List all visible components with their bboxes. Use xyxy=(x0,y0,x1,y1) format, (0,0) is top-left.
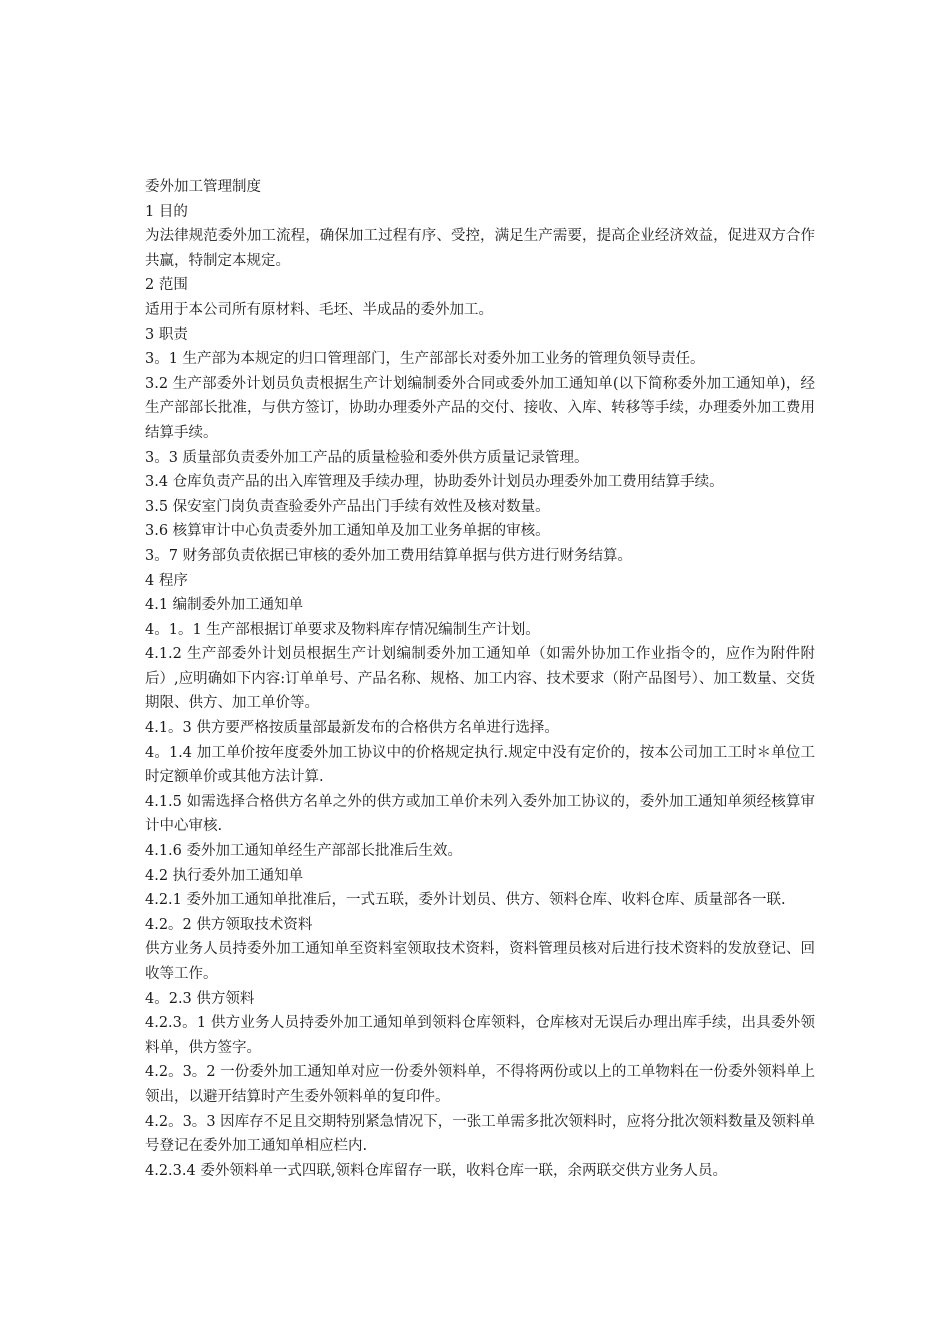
paragraph: 3。1 生产部为本规定的归口管理部门，生产部部长对委外加工业务的管理负领导责任。 xyxy=(145,351,705,368)
paragraph: 4.2.3。1 供方业务人员持委外加工通知单到领料仓库领料，仓库核对无误后办理出库手续，出具委外领料单，供方签字。 xyxy=(145,1015,815,1056)
paragraph: 3。3 质量部负责委外加工产品的质量检验和委外供方质量记录管理。 xyxy=(145,449,589,466)
section-heading-responsibilities: 3 职责 xyxy=(145,326,188,343)
paragraph: 4.2。3。2 一份委外加工通知单对应一份委外领料单，不得将两份或以上的工单物料在一份委外领料单上领出，以避开结算时产生委外领料单的复印件。 xyxy=(145,1064,815,1105)
section-heading-procedure: 4 程序 xyxy=(145,572,188,589)
paragraph: 4。1.4 加工单价按年度委外加工协议中的价格规定执行.规定中没有定价的，按本公司加工工时＊单位工时定额单价或其他方法计算. xyxy=(145,744,815,786)
paragraph: 4.2.1 委外加工通知单批准后，一式五联，委外计划员、供方、领料仓库、收料仓库、质量部各一联. xyxy=(145,892,786,909)
document-body xyxy=(145,175,815,1183)
paragraph: 3.2 生产部委外计划员负责根据生产计划编制委外合同或委外加工通知单(以下简称委外加工通知单)，经生产部部长批准，与供方签订，协助办理委外产品的交付、接收、入库、转移等手续，办理委外加工费用结算手续。 xyxy=(145,375,815,441)
paragraph: 4.2。3。3 因库存不足且交期特别紧急情况下，一张工单需多批次领料时，应将分批次领料数量及领料单号登记在委外加工通知单相应栏内. xyxy=(145,1113,815,1155)
paragraph: 为法律规范委外加工流程，确保加工过程有序、受控，满足生产需要，提高企业经济效益，促进双方合作共赢，特制定本规定。 xyxy=(145,228,815,269)
paragraph: 4.1.2 生产部委外计划员根据生产计划编制委外加工通知单（如需外协加工作业指令的，应作为附件附后）,应明确如下内容:订单单号、产品名称、规格、加工内容、技术要求（附产品图号）、加工数量、交货期限、供方、加工单价等。 xyxy=(145,646,815,712)
paragraph: 4。1。1 生产部根据订单要求及物料库存情况编制生产计划。 xyxy=(145,621,540,638)
paragraph: 4.1.6 委外加工通知单经生产部部长批准后生效。 xyxy=(145,843,463,860)
paragraph: 3.6 核算审计中心负责委外加工通知单及加工业务单据的审核。 xyxy=(145,523,550,540)
paragraph: 3.5 保安室门岗负责查验委外产品出门手续有效性及核对数量。 xyxy=(145,498,550,515)
paragraph: 4.1。3 供方要严格按质量部最新发布的合格供方名单进行选择。 xyxy=(145,720,559,737)
paragraph: 3。7 财务部负责依据已审核的委外加工费用结算单据与供方进行财务结算。 xyxy=(145,547,633,564)
document-title: 委外加工管理制度 xyxy=(145,179,261,195)
section-heading-scope: 2 范围 xyxy=(145,277,188,294)
subsection-heading: 4.2。2 供方领取技术资料 xyxy=(145,916,313,933)
paragraph: 3.4 仓库负责产品的出入库管理及手续办理，协助委外计划员办理委外加工费用结算手续。 xyxy=(145,474,724,491)
paragraph: 供方业务人员持委外加工通知单至资料室领取技术资料，资料管理员核对后进行技术资料的发放登记、回收等工作。 xyxy=(145,941,815,982)
subsection-heading: 4.2 执行委外加工通知单 xyxy=(145,867,304,884)
section-heading-purpose: 1 目的 xyxy=(145,203,188,220)
subsection-heading: 4.1 编制委外加工通知单 xyxy=(145,597,304,614)
subsection-heading: 4。2.3 供方领料 xyxy=(145,990,255,1007)
paragraph: 4.2.3.4 委外领料单一式四联,领料仓库留存一联，收料仓库一联，余两联交供方业务人员。 xyxy=(145,1162,727,1179)
paragraph: 适用于本公司所有原材料、毛坯、半成品的委外加工。 xyxy=(145,301,493,318)
paragraph: 4.1.5 如需选择合格供方名单之外的供方或加工单价未列入委外加工协议的，委外加工通知单须经核算审计中心审核. xyxy=(145,793,815,835)
